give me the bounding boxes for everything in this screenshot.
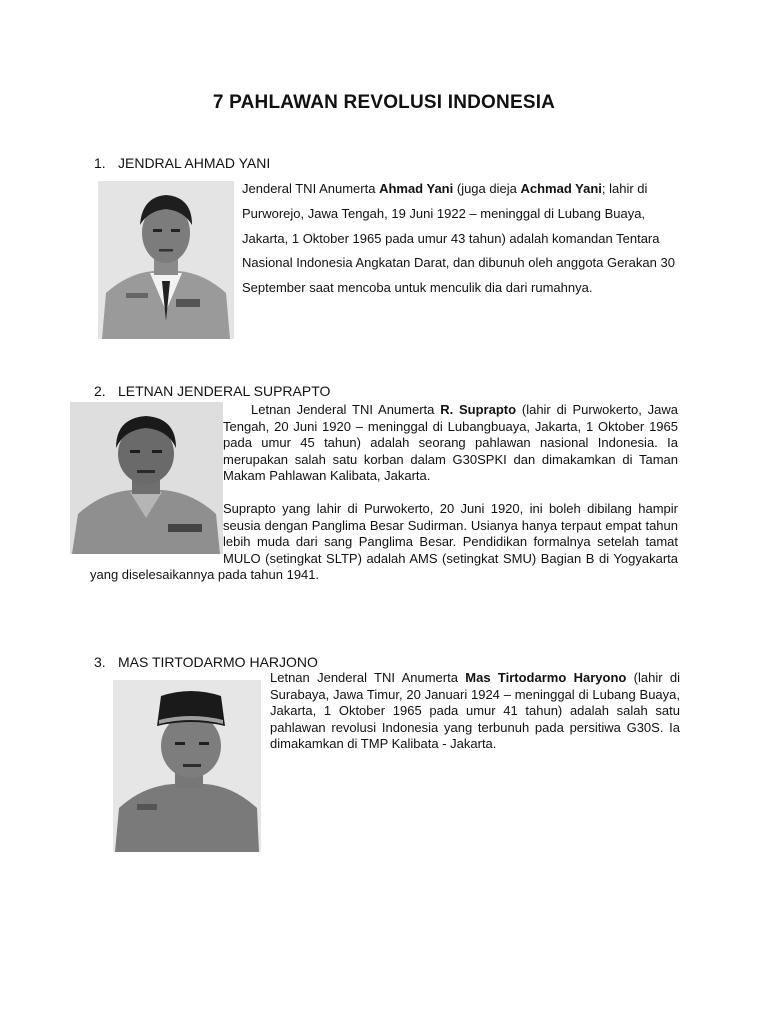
section-heading-ahmad-yani (94, 155, 270, 171)
portrait-suprapto (70, 402, 223, 554)
section-heading-tirtodarmo-harjono (94, 654, 318, 670)
biography-suprapto: Letnan Jenderal TNI Anumerta R. Suprapto (lahir di Purwokerto, Jawa Tengah, 20 Juni 1920 – meninggal di Lubangbuaya, Jakarta, 1 Oktober 1965 pada umur 45 tahun) adalah seorang pahlawan nasional Indonesia. Ia merupakan salah satu korban dalam G30SPKI dan dimakamkan di Taman Makam Pahlawan Kalibata, Jakarta. Suprapto yang lahir di Purwokerto, 20 Juni 1920, ini boleh dibilang hampir seusia dengan Panglima Besar Sudirman. Usianya hanya terpaut empat tahun lebih muda dari sang Panglima Besar. Pendidikan formalnya setelah tamat MULO (setingkat SLTP) adalah AMS (setingkat SMU) Bagian B di Yogyakarta yang diselesaikannya pada tahun 1941. (90, 402, 678, 584)
section-heading-suprapto (94, 383, 330, 399)
section-title: JENDRAL AHMAD YANI (118, 155, 271, 171)
name-mas-tirtodarmo-haryono: Mas Tirtodarmo Haryono (465, 670, 627, 685)
biography-suprapto-paragraph-2: Suprapto yang lahir di Purwokerto, 20 Juni 1920, ini boleh dibilang hampir seusia dengan Panglima Besar Sudirman. Usianya hanya terpaut empat tahun lebih muda dari sang Panglima Besar. Pendidikan formalnya setelah tamat MULO (setingkat SLTP) adalah AMS (setingkat SMU) Bagian B di Yogyakarta yang diselesaikannya pada tahun 1941. (90, 500, 678, 583)
document-title: 7 PAHLAWAN REVOLUSI INDONESIA (212, 92, 556, 113)
portrait-tirtodarmo-harjono (113, 680, 261, 852)
biography-ahmad-yani: Jenderal TNI Anumerta Ahmad Yani (juga dieja Achmad Yani; lahir di Purworejo, Jawa Tengah, 19 Juni 1922 – meninggal di Lubang Buaya, Jakarta, 1 Oktober 1965 pada umur 43 tahun) adalah komandan Tentara Nasional Indonesia Angkatan Darat, dan dibunuh oleh anggota Gerakan 30 September saat mencoba untuk menculik dia dari rumahnya. (242, 181, 675, 296)
section-number: 2. (94, 383, 106, 399)
section-number: 1. (94, 155, 106, 171)
name-ahmad-yani: Ahmad Yani (379, 181, 454, 196)
portrait-ahmad-yani (98, 181, 234, 339)
name-achmad-yani: Achmad Yani (520, 181, 602, 196)
section-number: 3. (94, 654, 106, 670)
section-title: MAS TIRTODARMO HARJONO (118, 654, 318, 670)
name-r-suprapto: R. Suprapto (440, 402, 517, 417)
section-title: LETNAN JENDERAL SUPRAPTO (118, 383, 331, 399)
biography-tirtodarmo-harjono: Letnan Jenderal TNI Anumerta Mas Tirtodarmo Haryono (lahir di Surabaya, Jawa Timur, 20 Januari 1924 – meninggal di Lubang Buaya, Jakarta, 1 Oktober 1965 pada umur 41 tahun) adalah salah satu pahlawan revolusi Indonesia yang terbunuh pada persitiwa G30S. Ia dimakamkan di TMP Kalibata - Jakarta. (270, 670, 680, 752)
